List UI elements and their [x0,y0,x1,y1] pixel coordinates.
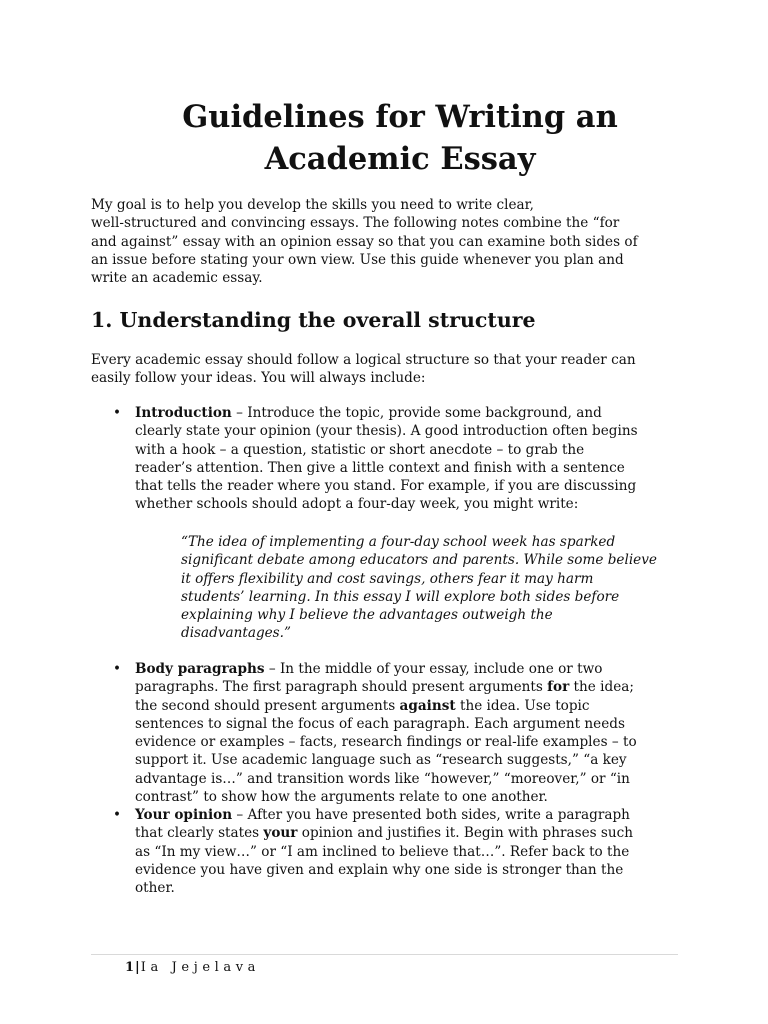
bullet-line: whether schools should adopt a four-day week, you might write: [135,496,579,513]
footer-separator: | [135,960,140,975]
intro-line: write an academic essay. [91,270,263,287]
emphasis-against: against [399,697,456,714]
bullet-line: other. [135,880,175,897]
bullet-line: support it. Use academic language such as “research suggests,” “a key [135,752,627,769]
quote-line: explaining why I believe the advantages outweigh the [181,607,553,624]
page-footer [125,959,260,977]
lead-line: easily follow your ideas. You will always include: [91,370,426,387]
quote-line: “The idea of implementing a four-day school week has sparked [181,534,616,550]
bullet-line: that tells the reader where you stand. For example, if you are discussing [135,478,637,495]
bullet-text: opinion and justifies it. Begin with phrases such [297,825,634,842]
bullet-body-paragraphs [135,660,695,806]
bullet-marker: • [113,807,122,823]
title-line-2: Academic Essay [264,141,536,177]
footer-author: Ia Jejelava [140,960,261,975]
term-your-opinion: Your opinion [135,807,233,823]
bullet-line: sentences to signal the focus of each paragraph. Each argument needs [135,715,625,732]
bullet-line [135,697,695,715]
bullet-line: advantage is…” and transition words like “however,” “moreover,” or “in [135,770,630,787]
title-line-1: Guidelines for Writing an [182,99,618,135]
intro-line: an issue before stating your own view. Use this guide whenever you plan and [91,251,624,268]
bullet-text: the second should present arguments [135,697,400,714]
page-number: 1 [125,960,135,975]
bullet-line: evidence you have given and explain why one side is stronger than the [135,861,624,878]
bullet-line [135,404,695,422]
bullet-text: – After you have presented both sides, write a paragraph [232,807,630,823]
bullet-marker: • [113,661,122,677]
bullet-line: reader’s attention. Then give a little context and finish with a sentence [135,459,625,476]
bullet-introduction [135,404,695,514]
term-body-paragraphs: Body paragraphs [135,661,265,677]
bullet-line: clearly state your opinion (your thesis). A good introduction often begins [135,423,638,440]
bullet-line [135,660,695,678]
intro-paragraph [91,196,691,287]
quote-line: disadvantages.” [181,625,291,642]
bullet-text: that clearly states [135,825,264,842]
bullet-line: contrast” to show how the arguments relate to one another. [135,789,548,806]
emphasis-your: your [263,825,298,842]
bullet-text: the idea. Use topic [455,697,590,714]
bullet-line: as “In my view…” or “I am inclined to believe that…”. Refer back to the [135,843,630,860]
section-lead-paragraph [91,351,691,388]
intro-line: My goal is to help you develop the skills you need to write clear, [91,197,534,213]
example-quote [181,533,691,643]
bullet-marker: • [113,405,122,421]
bullet-line [135,824,695,842]
bullet-text: – In the middle of your essay, include one or two [264,661,603,677]
lead-line: Every academic essay should follow a logical structure so that your reader can [91,352,636,368]
intro-line: and against” essay with an opinion essay so that you can examine both sides of [91,233,638,250]
bullet-text: paragraphs. The first paragraph should present arguments [135,679,548,696]
intro-line: well-structured and convincing essays. The following notes combine the “for [91,215,620,232]
bullet-text: – Introduce the topic, provide some background, and [231,405,602,421]
section-heading-structure: 1. Understanding the overall structure [91,308,536,332]
quote-line: students’ learning. In this essay I will explore both sides before [181,588,620,605]
quote-line: it offers flexibility and cost savings, others fear it may harm [181,570,594,587]
bullet-line: with a hook – a question, statistic or short anecdote – to grab the [135,441,585,458]
term-introduction: Introduction [135,405,232,421]
page-title [150,96,650,180]
bullet-line [135,678,695,696]
bullet-text: the idea; [569,679,634,696]
bullet-your-opinion [135,806,695,897]
bullet-line [135,806,695,824]
emphasis-for: for [547,679,570,696]
footer-divider [91,954,678,955]
quote-line: significant debate among educators and parents. While some believe [181,552,657,569]
bullet-line: evidence or examples – facts, research findings or real-life examples – to [135,734,637,751]
